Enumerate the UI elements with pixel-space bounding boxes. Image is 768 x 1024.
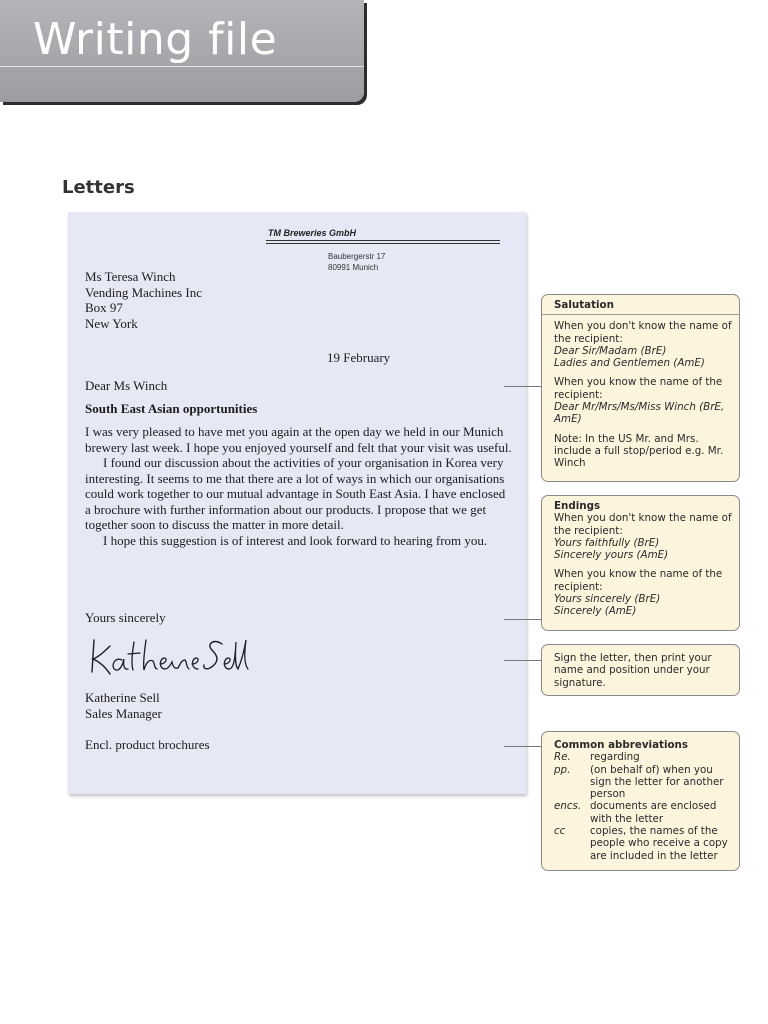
sender-title: Sales Manager bbox=[85, 705, 162, 721]
note-example: Sincerely yours (AmE) bbox=[554, 549, 669, 562]
note-example: Sincerely (AmE) bbox=[554, 605, 637, 618]
page-title: Writing file bbox=[33, 14, 278, 65]
section-heading: Letters bbox=[62, 177, 135, 198]
note-title: Endings bbox=[554, 500, 601, 512]
note-text: When you know the name of the recipient: bbox=[554, 376, 723, 401]
note-text: Note: In the US Mr. and Mrs. include a full stop/period e.g. Mr. Winch bbox=[554, 432, 724, 470]
note-text: When you know the name of the recipient: bbox=[554, 568, 723, 593]
abbreviation-row bbox=[554, 751, 733, 763]
endings-note bbox=[541, 495, 740, 631]
note-example: Dear Sir/Madam (BrE) bbox=[554, 344, 667, 357]
abbreviation-row bbox=[554, 825, 733, 862]
abbreviation-meaning: documents are enclosed with the letter bbox=[590, 800, 717, 825]
abbreviation-meaning: (on behalf of) when you sign the letter for another person bbox=[590, 763, 724, 801]
note-text: When you don't know the name of the recipient: bbox=[554, 512, 732, 537]
letter-date: 19 February bbox=[327, 350, 391, 365]
recipient-city: New York bbox=[85, 315, 138, 331]
note-divider bbox=[542, 314, 739, 315]
leader-line-endings bbox=[504, 619, 541, 620]
abbreviation: encs. bbox=[554, 800, 582, 813]
letterhead-rule bbox=[266, 243, 500, 244]
leader-line-abbreviations bbox=[504, 746, 541, 747]
note-example: Ladies and Gentlemen (AmE) bbox=[554, 357, 705, 370]
recipient-box: Box 97 bbox=[85, 300, 123, 315]
letter-closing: Yours sincerely bbox=[85, 610, 166, 625]
note-block bbox=[554, 512, 733, 561]
abbreviation-row bbox=[554, 800, 733, 825]
header-divider bbox=[0, 66, 364, 67]
sender-name: Katherine Sell bbox=[85, 690, 160, 705]
letter-subject: South East Asian opportunities bbox=[85, 401, 258, 416]
sample-letter bbox=[68, 212, 526, 794]
note-title: Salutation bbox=[554, 299, 614, 311]
sender-city: 80991 Munich bbox=[328, 263, 379, 272]
letter-salutation: Dear Ms Winch bbox=[85, 378, 168, 393]
body-paragraph: I was very pleased to have met you again at the open day we held in our Munich brewery last week. I hope you enjoyed yourself and felt that your visit was useful. bbox=[85, 424, 512, 455]
note-block bbox=[554, 376, 733, 425]
note-example: Yours faithfully (BrE) bbox=[554, 536, 660, 549]
letter-body bbox=[85, 424, 513, 548]
note-block bbox=[554, 320, 733, 369]
abbreviation-meaning: copies, the names of the people who receive a copy are included in the letter bbox=[590, 825, 728, 862]
abbreviation-row bbox=[554, 764, 733, 801]
recipient-name: Ms Teresa Winch bbox=[85, 269, 176, 284]
sender-address bbox=[328, 251, 385, 273]
note-example: Yours sincerely (BrE) bbox=[554, 593, 661, 606]
salutation-note bbox=[541, 294, 740, 482]
letterhead-rule bbox=[266, 240, 500, 241]
note-block bbox=[554, 568, 733, 617]
enclosure-line: Encl. product brochures bbox=[85, 737, 210, 752]
writing-file-header bbox=[0, 0, 364, 102]
note-text: Sign the letter, then print your name and position under your signature. bbox=[554, 652, 712, 689]
note-example: Dear Mr/Mrs/Ms/Miss Winch (BrE, AmE) bbox=[554, 401, 725, 426]
note-title: Common abbreviations bbox=[554, 739, 689, 751]
recipient-address bbox=[85, 269, 202, 331]
body-paragraph: I hope this suggestion is of interest and look forward to hearing from you. bbox=[103, 532, 488, 548]
abbreviation: Re. bbox=[554, 751, 571, 764]
leader-line-sign bbox=[504, 660, 541, 661]
abbreviation-meaning: regarding bbox=[590, 751, 640, 764]
company-name: TM Breweries GmbH bbox=[268, 228, 357, 238]
note-block bbox=[554, 433, 733, 470]
handwritten-signature bbox=[88, 632, 258, 684]
abbreviation: cc bbox=[554, 825, 566, 838]
abbreviation: pp. bbox=[554, 763, 571, 776]
body-paragraph: I found our discussion about the activities of your organisation in Korea very interesting. It seems to me that there are a lot of ways in which our organisations could work together to our mutual advantage in South East Asia. I have enclosed a brochure with further information about our products. I propose that we get together soon to discuss the matter in more detail. bbox=[85, 455, 506, 532]
leader-line-salutation bbox=[504, 386, 541, 387]
recipient-company: Vending Machines Inc bbox=[85, 284, 202, 300]
sender-street: Baubergerstr 17 bbox=[328, 252, 386, 261]
note-text: When you don't know the name of the recipient: bbox=[554, 320, 732, 345]
sign-note bbox=[541, 644, 740, 696]
sender-block bbox=[85, 690, 162, 721]
abbreviations-note bbox=[541, 731, 740, 871]
